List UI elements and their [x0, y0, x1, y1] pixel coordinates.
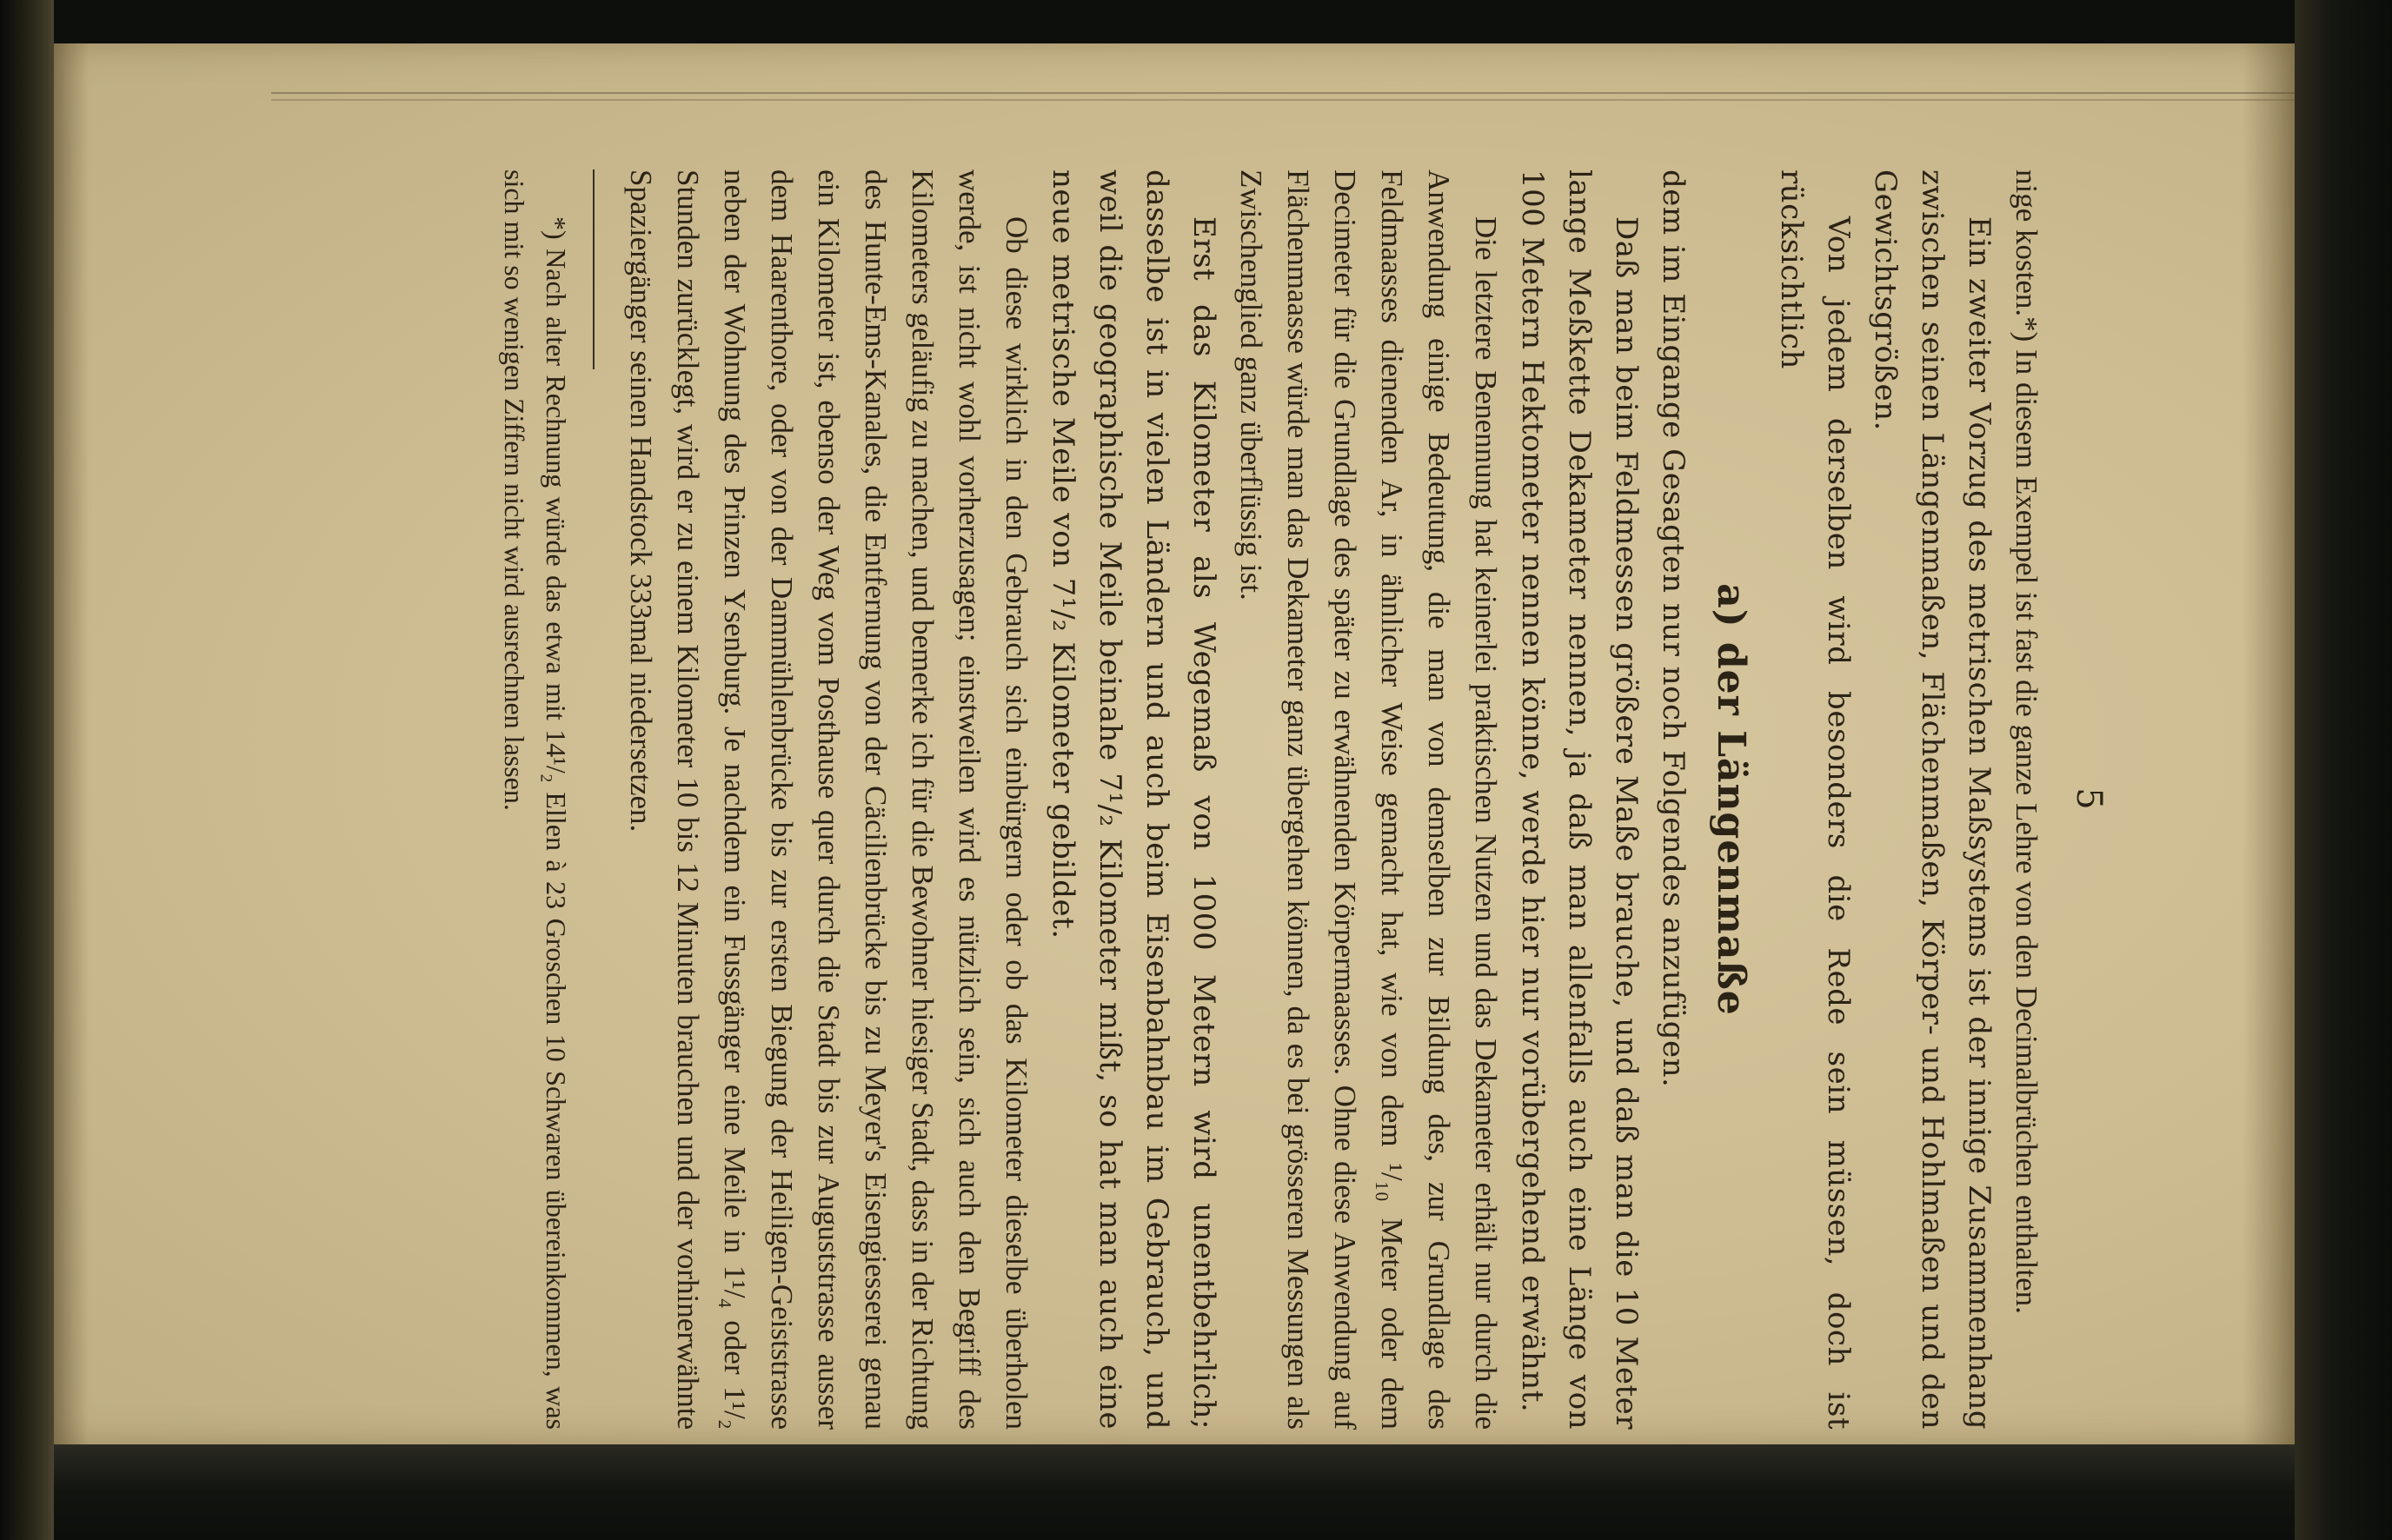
- section-heading: a) der Längenmaße: [1709, 583, 1753, 1016]
- paragraph-8: Ob diese wirklich in den Gebrauch sich einbürgern oder ob das Kilometer dieselbe überholen werde, ist nicht wohl vorherzusagen; einstweilen wird es nützlich sein, sich auch den Begriff des Kilometers geläufig zu machen, und bemerke ich für die Bewohner hiesiger Stadt, dass in der Richtung des Hunte-Ems-Kanales, die Entfernung von der Cäcilienbrücke bis zu Meyer's Eisengiesserei genau ein Kilometer ist, ebenso der Weg vom Posthause quer durch die Stadt bis zur Auguststrasse ausser dem Haarenthore, oder von der Dammühlenbrücke bis zur ersten Biegung der Heiligen-Geiststrasse neben der Wohnung des Prinzen Ysenburg. Je nachdem ein Fussgänger eine Meile in 1¹/₄ oder 1¹/₂ Stunden zurücklegt, wird er zu einem Kilometer 10 bis 12 Minuten brauchen und der vorhinerwähnte Spaziergänger seinen Handstock 333mal niedersetzen.: [624, 169, 1033, 1430]
- paragraph-7: Erst das Kilometer als Wegemaß von 1000 Metern wird unentbehrlich; dasselbe ist in vielen Ländern und auch beim Eisenbahnbau im Gebrauch, und weil die geographische Meile beinahe 7¹/₂ Kilometer mißt, so hat man auch eine neue metrische Meile von 7¹/₂ Kilometer gebildet.: [1046, 169, 1221, 1430]
- binding-thread: [271, 92, 2295, 101]
- footnote-rule: [593, 169, 595, 369]
- footnote: *) Nach alter Rechnung würde das etwa mit 14¹/₂ Ellen à 23 Groschen 10 Schwaren übereinkommen, was sich mit so wenigen Ziffern nicht wird ausrechnen lassen.: [499, 169, 572, 1430]
- cover-edge-bottom: [54, 1444, 2295, 1540]
- page-text-block: [0, 169, 2112, 1430]
- paragraph-1: nige kosten.*) In diesem Exempel ist fast die ganze Lehre von den Decimalbrüchen enthalten.: [2010, 169, 2043, 1314]
- page-number: 5: [2069, 787, 2109, 812]
- paragraph-6: Die letztere Benennung hat keinerlei praktischen Nutzen und das Dekameter erhält nur durch die Anwendung einige Bedeutung, die man von demselben zur Bildung des, zur Grundlage des Feldmaasses dienenden Ar, in ähnlicher Weise gemacht hat, wie von dem ¹/₁₀ Meter oder dem Decimeter für die Grundlage des später zu erwähnenden Körpermaasses. Ohne diese Anwendung auf Flächenmaasse würde man das Dekameter ganz übergehen können, da es bei grösseren Messungen als Zwischenglied ganz überflüssig ist.: [1234, 169, 1503, 1430]
- cover-edge-right: [2295, 0, 2392, 1540]
- paragraph-3: Von jedem derselben wird besonders die Rede sein müssen, doch ist rücksichtlich: [1774, 169, 1856, 1430]
- paragraph-2: Ein zweiter Vorzug des metrischen Maßsystems ist der innige Zusammenhang zwischen seinen Längenmaßen, Flächenmaßen, Körper- und Hohlmaßen und den Gewichtsgrößen.: [1868, 169, 1997, 1430]
- paragraph-5: Daß man beim Feldmessen größere Maße brauche, und daß man die 10 Meter lange Meßkette Dekameter nennen, ja daß man allenfalls auch eine Länge von 100 Metern Hektometer nennen könne, werde hier nur vorübergehend erwähnt.: [1515, 169, 1644, 1430]
- paragraph-4: dem im Eingange Gesagten nur noch Folgendes anzufügen.: [1656, 169, 1691, 1088]
